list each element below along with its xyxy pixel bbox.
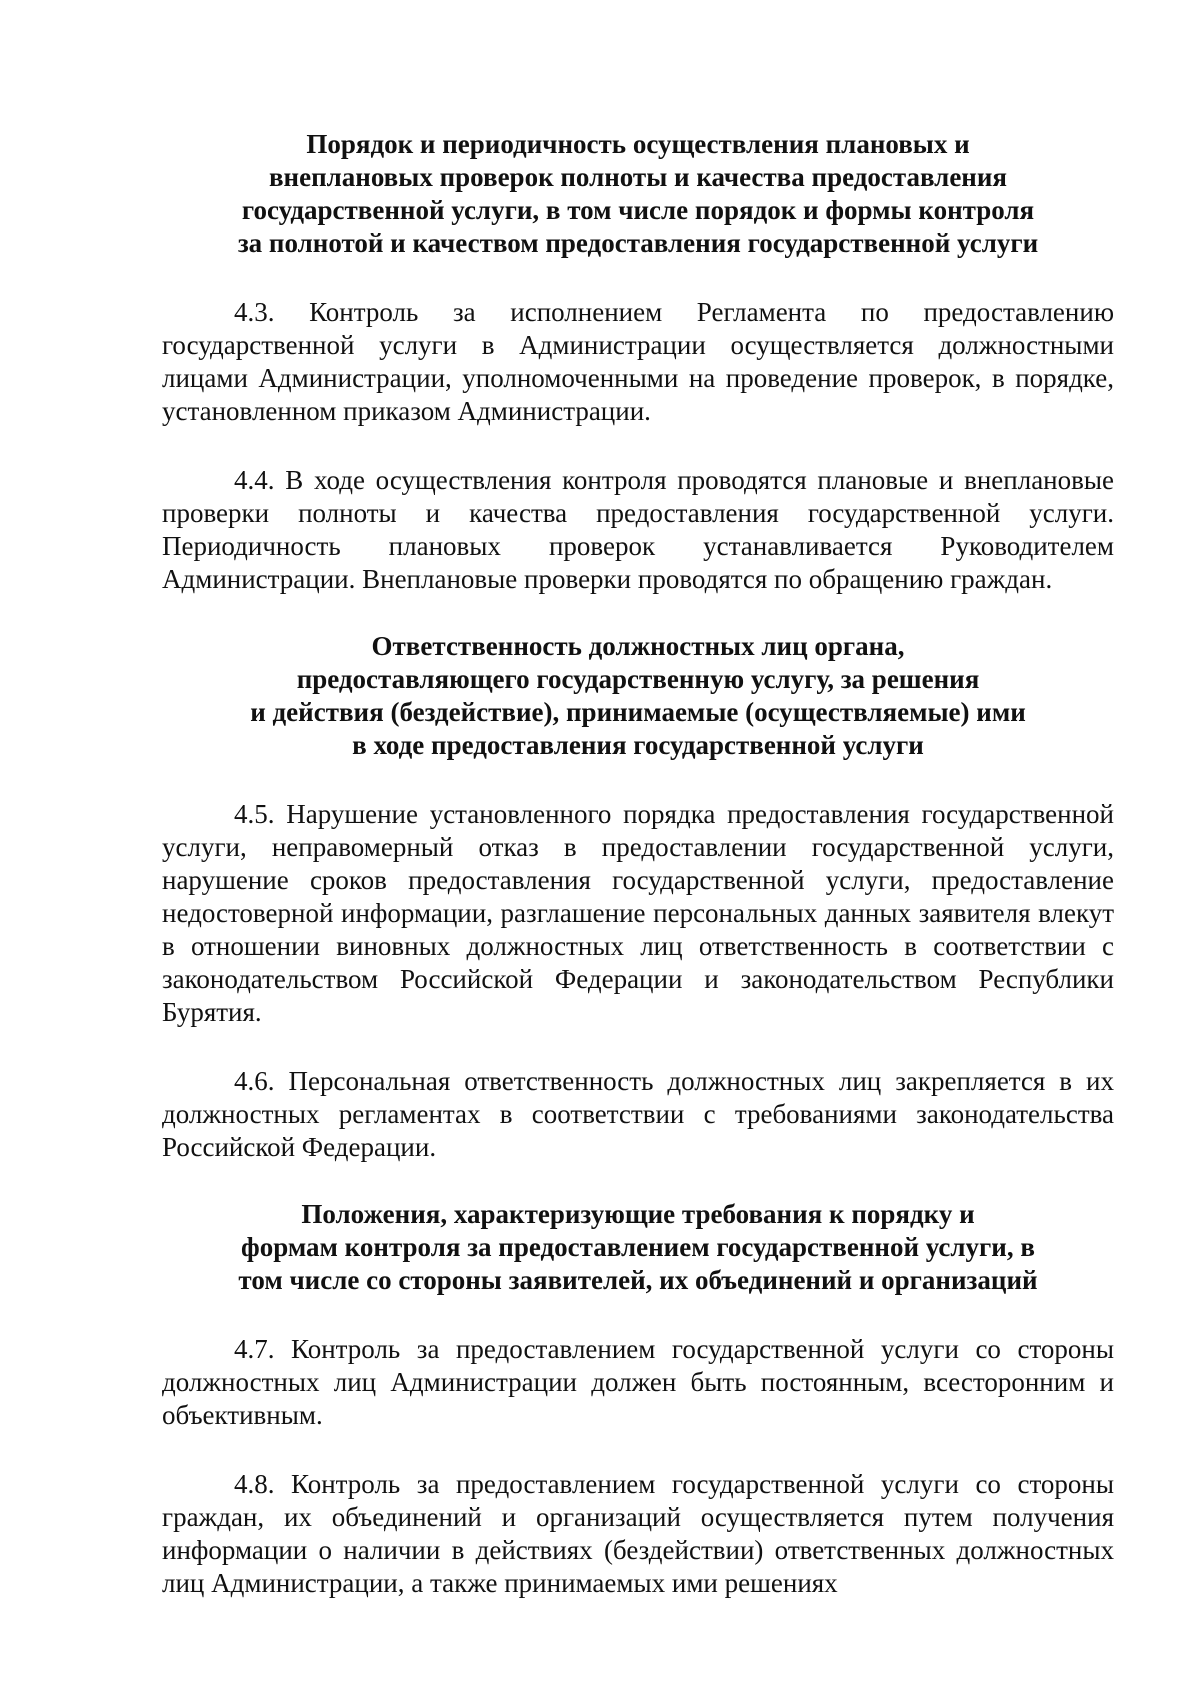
heading-line: и действия (бездействие), принимаемые (осуществляемые) ими (250, 697, 1026, 727)
heading-line: государственной услуги, в том числе порядок и формы контроля (241, 195, 1035, 225)
section-heading-inspections (162, 128, 1114, 260)
paragraph-4-6: 4.6. Персональная ответственность должностных лиц закрепляется в их должностных регламентах в соответствии с требованиями законодательства Российской Федерации. (162, 1066, 1114, 1162)
heading-line: Ответственность должностных лиц органа, (371, 631, 905, 661)
paragraph-4-8: 4.8. Контроль за предоставлением государственной услуги со стороны граждан, их объединений и организаций осуществляется путем получения информации о наличии в действиях (бездействии) ответственных должностных лиц Администрации, а также принимаемых ими решениях (162, 1469, 1114, 1598)
heading-line: том числе со стороны заявителей, их объединений и организаций (238, 1265, 1038, 1295)
paragraph-4-5: 4.5. Нарушение установленного порядка предоставления государственной услуги, неправомерный отказ в предоставлении государственной услуги, нарушение сроков предоставления государственной услуги, предоставление недостоверной информации, разглашение персональных данных заявителя влекут в отношении виновных должностных лиц ответственность в соответствии с законодательством Российской Федерации и законодательством Республики Бурятия. (162, 799, 1114, 1027)
heading-line: в ходе предоставления государственной услуги (352, 730, 924, 760)
heading-line: внеплановых проверок полноты и качества предоставления (268, 162, 1008, 192)
heading-line: предоставляющего государственную услугу, за решения (296, 664, 980, 694)
paragraph-4-7: 4.7. Контроль за предоставлением государственной услуги со стороны должностных лиц Администрации должен быть постоянным, всесторонним и объективным. (162, 1334, 1114, 1430)
heading-line: Положения, характеризующие требования к порядку и (301, 1199, 975, 1229)
section-heading-responsibility (162, 630, 1114, 762)
paragraph-4-3: 4.3. Контроль за исполнением Регламента по предоставлению государственной услуги в Администрации осуществляется должностными лицами Администрации, уполномоченными на проведение проверок, в порядке, установленном приказом Администрации. (162, 297, 1114, 426)
section-heading-control-requirements (162, 1198, 1114, 1297)
paragraph-4-4: 4.4. В ходе осуществления контроля проводятся плановые и внеплановые проверки полноты и качества предоставления государственной услуги. Периодичность плановых проверок устанавливается Руководителем Администрации. Внеплановые проверки проводятся по обращению граждан. (162, 465, 1114, 594)
heading-line: формам контроля за предоставлением государственной услуги, в (241, 1232, 1035, 1262)
heading-line: за полнотой и качеством предоставления государственной услуги (237, 228, 1039, 258)
document-page (162, 128, 1114, 1600)
heading-line: Порядок и периодичность осуществления плановых и (306, 129, 970, 159)
